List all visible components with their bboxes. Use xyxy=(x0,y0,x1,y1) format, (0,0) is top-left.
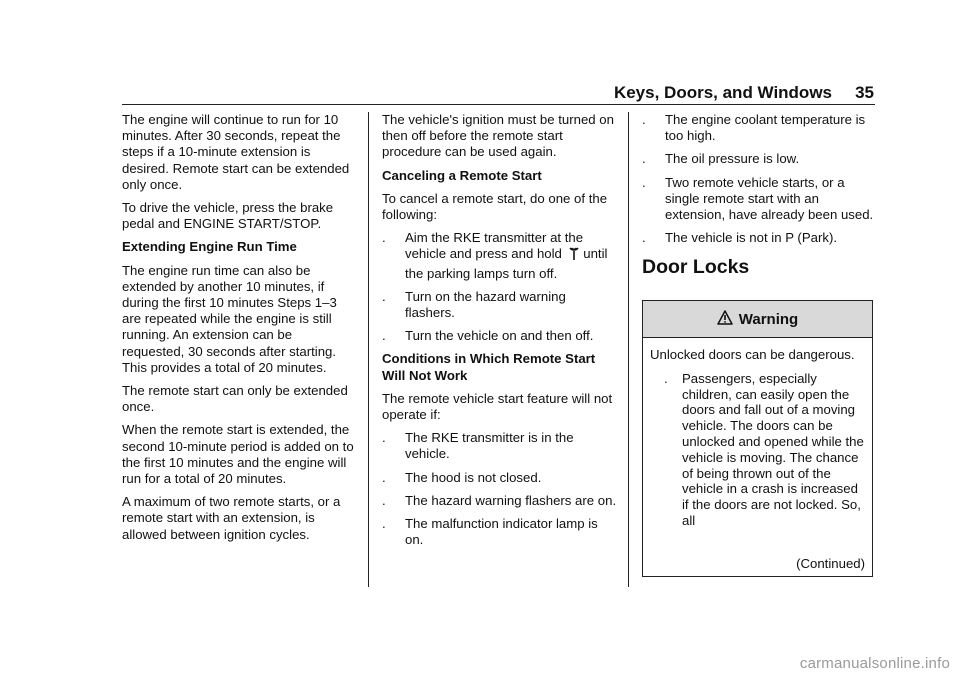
bullet-mark: . xyxy=(642,112,646,127)
subheading: Extending Engine Run Time xyxy=(122,239,297,255)
list-item: . Passengers, especially children, can easily open the doors and fall out of a moving vehicle. The doors can be unlocked and opened while the vehicle is moving. The chance of being thrown out of the vehicle in a crash is increased if the doors are not locked. So, all xyxy=(664,370,864,528)
bullet-mark: . xyxy=(382,516,386,532)
watermark: carmanualsonline.info xyxy=(799,655,950,672)
warning-body xyxy=(643,338,872,529)
column-divider xyxy=(628,112,629,587)
section-heading: Door Locks xyxy=(642,256,750,279)
bullet-mark: . xyxy=(382,288,386,304)
bullet-mark: . xyxy=(382,469,386,485)
paragraph: The remote vehicle start feature will not operate if: xyxy=(382,390,613,423)
paragraph: The engine run time can also be extended by another 10 minutes, if during the first 10 minutes Steps 1–3 are repeated while the engine is still running. An extension can be requested, 30 seconds after starting. This provides a total of 20 minutes. xyxy=(122,262,337,375)
paragraph: The vehicle's ignition must be turned on then off before the remote start procedure can be used again. xyxy=(382,112,614,160)
list-item: . Two remote vehicle starts, or a single remote start with an extension, have already been used. xyxy=(642,174,874,223)
column-divider xyxy=(368,112,369,587)
list-item: . The hazard warning flashers are on. xyxy=(382,492,617,508)
list-item: . Turn on the hazard warning flashers. xyxy=(382,288,566,321)
list-item: . The oil pressure is low. xyxy=(642,151,800,167)
bullet-mark: . xyxy=(382,492,386,508)
warning-title: Warning xyxy=(738,310,799,328)
warning-triangle-icon xyxy=(717,310,733,329)
page-number: 35 xyxy=(855,83,874,102)
list-item: . The engine coolant temperature is too high. xyxy=(642,112,866,144)
warning-header xyxy=(643,301,872,338)
bullet-mark: . xyxy=(642,230,646,246)
paragraph: The remote start can only be extended once. xyxy=(122,383,348,415)
list-item: . The RKE transmitter is in the vehicle. xyxy=(382,430,574,462)
list-item: . The malfunction indicator lamp is on. xyxy=(382,516,598,548)
header-rule xyxy=(122,104,875,105)
list-item: . Aim the RKE transmitter at the vehicle and press and hold until the parking lamps turn off. xyxy=(382,230,608,281)
list-item: . Turn the vehicle on and then off. xyxy=(382,328,594,344)
continued-label: (Continued) xyxy=(796,556,865,571)
bullet-mark: . xyxy=(382,430,386,446)
remote-start-icon xyxy=(568,247,580,265)
section-title: Keys, Doors, and Windows xyxy=(613,83,832,102)
bullet-mark: . xyxy=(664,370,668,386)
paragraph: To cancel a remote start, do one of the following: xyxy=(382,190,608,223)
bullet-mark: . xyxy=(382,328,386,344)
column-1 xyxy=(122,112,357,550)
subheading: Conditions in Which Remote Start Will Not Work xyxy=(382,351,596,383)
paragraph: A maximum of two remote starts, or a remote start with an extension, is allowed between ignition cycles. xyxy=(122,494,341,542)
paragraph: When the remote start is extended, the second 10-minute period is added on to the first 10 minutes and the engine will run for a total of 20 minutes. xyxy=(122,422,354,487)
warning-box xyxy=(642,300,873,577)
list-item: . The vehicle is not in P (Park). xyxy=(642,230,837,246)
column-2 xyxy=(382,112,617,555)
paragraph: The engine will continue to run for 10 minutes. After 30 seconds, repeat the steps if a 10-minute extension is desired. Remote start can be extended only once. xyxy=(122,112,350,192)
list-item: . The hood is not closed. xyxy=(382,469,542,485)
bullet-mark: . xyxy=(382,230,386,246)
warning-intro: Unlocked doors can be dangerous. xyxy=(650,347,855,362)
subheading: Canceling a Remote Start xyxy=(382,167,542,183)
bullet-mark: . xyxy=(642,151,646,167)
bullet-mark: . xyxy=(642,174,646,190)
paragraph: To drive the vehicle, press the brake pedal and ENGINE START/STOP. xyxy=(122,200,334,232)
column-3 xyxy=(642,112,882,288)
